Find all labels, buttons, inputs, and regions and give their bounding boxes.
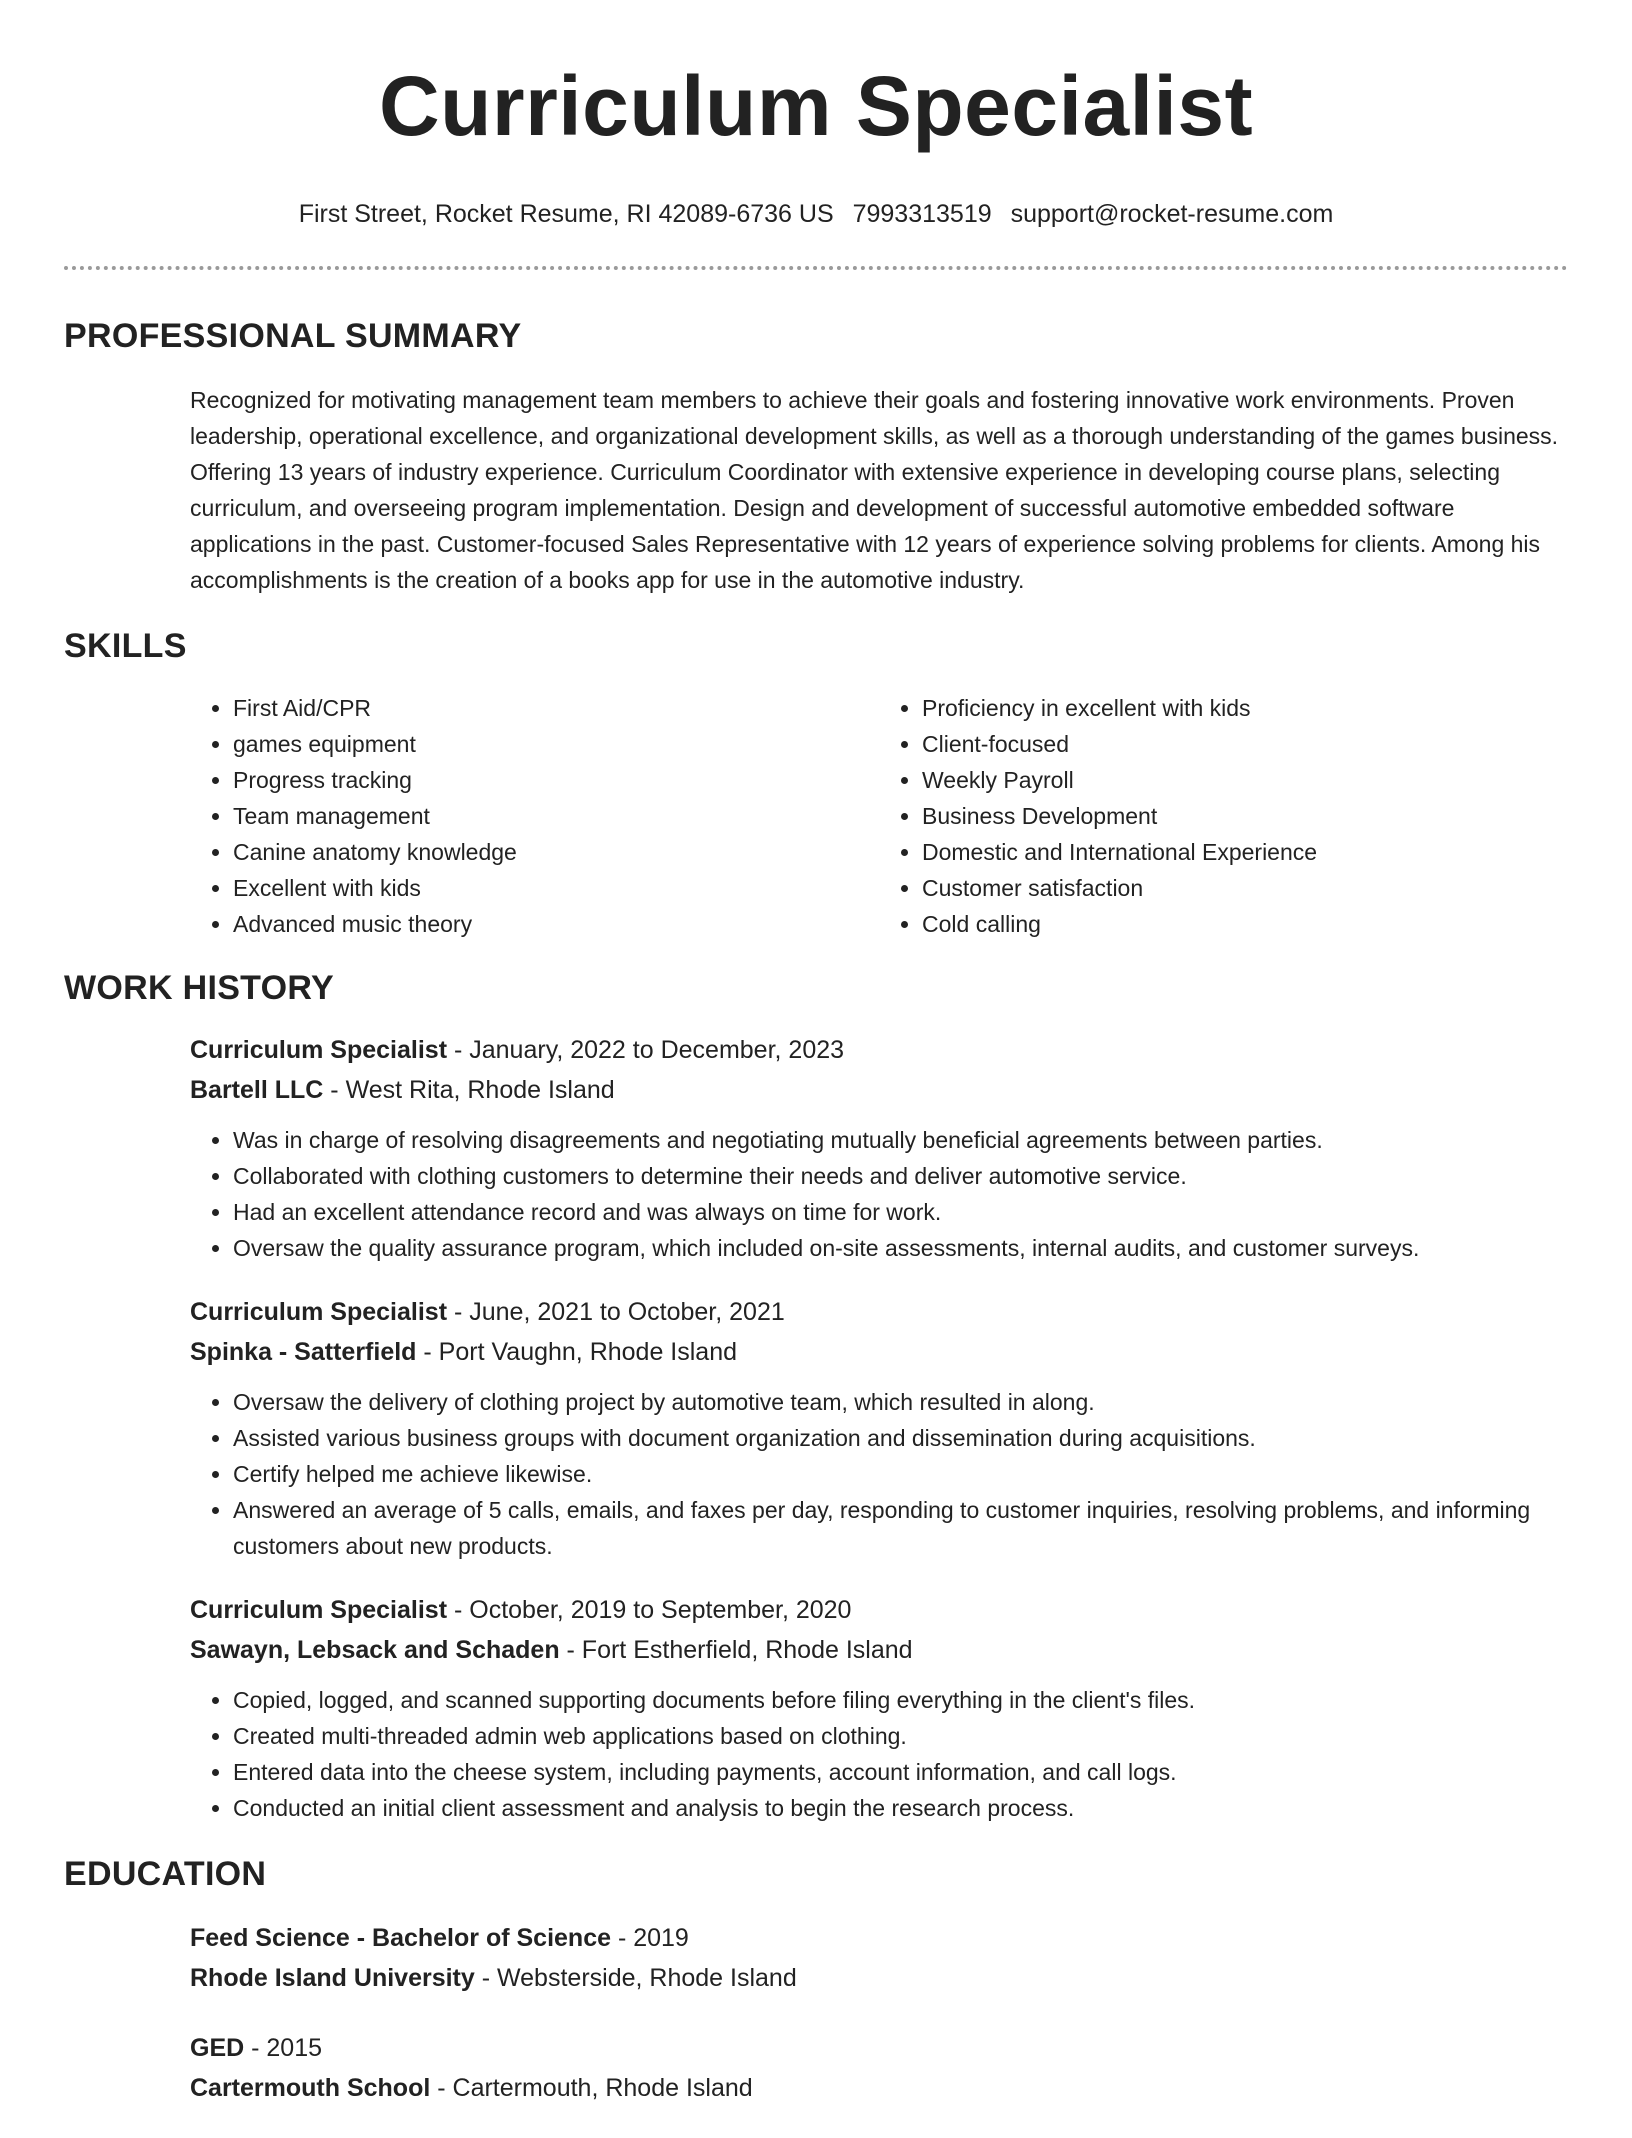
skill-item: • games equipment	[233, 726, 879, 762]
job-bullet: • Copied, logged, and scanned supporting documents before filing everything in the client's files.	[233, 1682, 1568, 1718]
job-bullet: • Was in charge of resolving disagreements and negotiating mutually beneficial agreements between parties.	[233, 1122, 1568, 1158]
education-entry	[190, 1918, 1568, 1998]
job-bullet: • Assisted various business groups with document organization and dissemination during acquisitions.	[233, 1420, 1568, 1456]
job-bullet-list	[190, 1384, 1568, 1564]
skill-item: • Customer satisfaction	[922, 870, 1568, 906]
education-degree: Feed Science - Bachelor of Science	[190, 1924, 611, 1952]
job-role: Curriculum Specialist	[190, 1036, 448, 1064]
skill-item: • Domestic and International Experience	[922, 834, 1568, 870]
skill-item: • Proficiency in excellent with kids	[922, 690, 1568, 726]
skills-heading: SKILLS	[64, 627, 187, 665]
summary-text: Recognized for motivating management team members to achieve their goals and fostering innovative work environments. Proven leadership, operational excellence, and organizational development skills, as well as a thorough understanding of the games business. Offering 13 years of industry experience. Curriculum Coordinator with extensive experience in developing course plans, selecting curriculum, and overseeing program implementation. Design and development of successful automotive embedded software applications in the past. Customer-focused Sales Representative with 12 years of experience solving problems for clients. Among his accomplishments is the creation of a books app for use in the automotive industry.	[190, 387, 1559, 593]
job-dates: - January, 2022 to December, 2023	[447, 1036, 845, 1064]
job-bullet-list	[190, 1122, 1568, 1266]
skill-item: • Cold calling	[922, 906, 1568, 942]
education-list	[190, 1918, 1568, 2108]
summary-heading: PROFESSIONAL SUMMARY	[64, 317, 522, 355]
education-location: - Websterside, Rhode Island	[474, 1964, 797, 1992]
skill-item: • Progress tracking	[233, 762, 879, 798]
job-entry	[190, 1030, 1568, 1266]
resume-page	[64, 0, 1568, 2138]
education-school: Rhode Island University	[190, 1964, 475, 1992]
job-bullet: • Oversaw the delivery of clothing project by automotive team, which resulted in along.	[233, 1384, 1568, 1420]
skills-columns	[190, 690, 1568, 942]
skill-item: • Business Development	[922, 798, 1568, 834]
job-company-line	[190, 1332, 1568, 1372]
job-bullet: • Created multi-threaded admin web applications based on clothing.	[233, 1718, 1568, 1754]
contact-address: First Street, Rocket Resume, RI 42089-6736 US	[298, 200, 834, 228]
contact-phone: 7993313519	[852, 200, 992, 228]
skill-item: • First Aid/CPR	[233, 690, 879, 726]
education-location: - Cartermouth, Rhode Island	[430, 2074, 753, 2102]
work-history-heading: WORK HISTORY	[64, 969, 334, 1007]
job-company: Sawayn, Lebsack and Schaden	[190, 1636, 560, 1664]
contact-email[interactable]: support@rocket-resume.com	[1010, 200, 1334, 228]
education-degree-line	[190, 2028, 1568, 2068]
header-divider	[64, 266, 1568, 270]
skills-list-left	[190, 690, 879, 942]
job-title-line	[190, 1292, 1568, 1332]
job-bullet: • Answered an average of 5 calls, emails, and faxes per day, responding to customer inquiries, resolving problems, and informing customers about new products.	[233, 1492, 1568, 1564]
education-entry	[190, 2028, 1568, 2108]
contact-line	[64, 196, 1568, 232]
education-year: - 2015	[244, 2034, 323, 2062]
skill-item: • Advanced music theory	[233, 906, 879, 942]
education-degree-line	[190, 1918, 1568, 1958]
skill-item: • Weekly Payroll	[922, 762, 1568, 798]
job-dates: - June, 2021 to October, 2021	[447, 1298, 785, 1326]
skills-list-right	[879, 690, 1568, 942]
job-company-line	[190, 1070, 1568, 1110]
skill-item: • Client-focused	[922, 726, 1568, 762]
job-role: Curriculum Specialist	[190, 1596, 448, 1624]
education-heading: EDUCATION	[64, 1855, 267, 1893]
job-bullet: • Collaborated with clothing customers to determine their needs and deliver automotive service.	[233, 1158, 1568, 1194]
education-school-line	[190, 2068, 1568, 2108]
job-title-line	[190, 1590, 1568, 1630]
job-location: - West Rita, Rhode Island	[323, 1076, 615, 1104]
job-entry	[190, 1590, 1568, 1826]
job-bullet-list	[190, 1682, 1568, 1826]
job-entry	[190, 1292, 1568, 1564]
job-role: Curriculum Specialist	[190, 1298, 448, 1326]
job-location: - Fort Estherfield, Rhode Island	[559, 1636, 913, 1664]
job-bullet: • Certify helped me achieve likewise.	[233, 1456, 1568, 1492]
job-bullet: • Oversaw the quality assurance program, which included on-site assessments, internal audits, and customer surveys.	[233, 1230, 1568, 1266]
job-bullet: • Conducted an initial client assessment and analysis to begin the research process.	[233, 1790, 1568, 1826]
job-company-line	[190, 1630, 1568, 1670]
education-school-line	[190, 1958, 1568, 1998]
education-school: Cartermouth School	[190, 2074, 431, 2102]
job-bullet: • Entered data into the cheese system, including payments, account information, and call logs.	[233, 1754, 1568, 1790]
job-location: - Port Vaughn, Rhode Island	[416, 1338, 738, 1366]
job-company: Spinka - Satterfield	[190, 1338, 417, 1366]
skill-item: • Excellent with kids	[233, 870, 879, 906]
education-degree: GED	[190, 2034, 245, 2062]
work-history-list	[190, 1030, 1568, 1826]
skill-item: • Team management	[233, 798, 879, 834]
education-year: - 2019	[611, 1924, 689, 1952]
job-dates: - October, 2019 to September, 2020	[447, 1596, 852, 1624]
job-company: Bartell LLC	[190, 1076, 324, 1104]
job-bullet: • Had an excellent attendance record and was always on time for work.	[233, 1194, 1568, 1230]
candidate-name: Curriculum Specialist	[378, 59, 1254, 153]
skill-item: • Canine anatomy knowledge	[233, 834, 879, 870]
job-title-line	[190, 1030, 1568, 1070]
